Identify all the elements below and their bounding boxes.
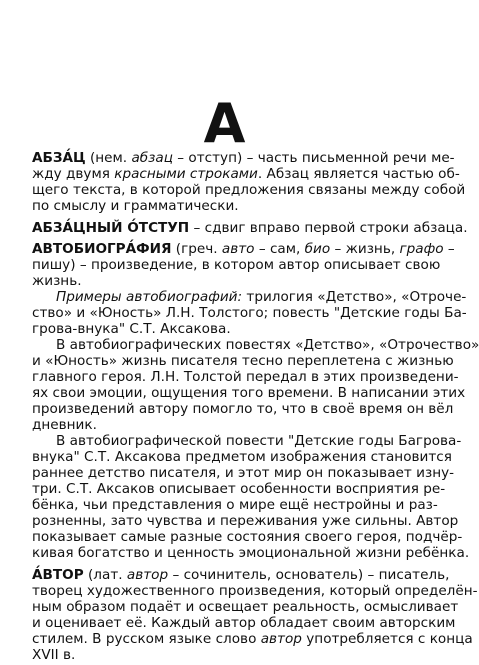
text-run: – сочинитель, основатель) – писатель,: [168, 566, 450, 583]
text-run: трилогия «Детство», «Отроче-: [242, 289, 467, 306]
section-letter-heading: А: [203, 92, 247, 155]
entry-1-line-4: [32, 196, 422, 216]
text-run: главного героя. Л.Н. Толстой передал в этих произведени-: [32, 369, 459, 386]
text-run: стилем. В русском языке слово: [32, 630, 261, 647]
text-run: – сам,: [254, 241, 305, 258]
text-run: и «Юность» жизнь писателя тесно переплетена с жизнью: [32, 353, 454, 370]
text-run: – сдвиг вправо первой строки абзаца.: [189, 219, 468, 236]
text-run: творец художественного произведения, который определён-: [32, 582, 478, 599]
text-run: (греч.: [171, 241, 222, 258]
entry-term: АБЗА́Ц: [32, 150, 86, 166]
italic-phrase: графо: [399, 241, 444, 258]
text-run: грова-внука" С.Т. Аксакова.: [32, 321, 231, 338]
text-run: –: [443, 241, 455, 258]
italic-phrase: красными строками: [114, 166, 258, 182]
text-run: кивая богатство и ценность эмоциональной жизни ребёнка.: [32, 545, 470, 562]
text-run: произведений автору помогло то, что в своё время он вёл: [32, 401, 454, 418]
text-run: по смыслу и грамматически.: [32, 198, 239, 214]
italic-phrase: Примеры автобиографий:: [56, 289, 243, 306]
text-run: три. С.Т. Аксаков описывает особенности восприятия ре-: [32, 481, 446, 498]
text-run: (лат.: [83, 566, 127, 583]
entry-term: АВТОБИОГРА́ФИЯ: [32, 241, 172, 258]
text-run: раннее детство писателя, и этот мир он показывает изну-: [32, 465, 455, 482]
text-run: щего текста, в которой предложения связаны между собой: [32, 182, 466, 198]
text-run: показывает самые разные состояния своего героя, подчёр-: [32, 529, 463, 546]
text-run: употребляется с конца: [301, 630, 473, 647]
italic-phrase: автор: [260, 630, 302, 647]
text-run: ным образом подаёт и освещает реальность, осмысливает: [32, 598, 459, 615]
entry-term: АБЗА́ЦНЫЙ О́ТСТУП: [32, 219, 190, 236]
text-run: (нем.: [85, 150, 132, 166]
italic-phrase: био: [304, 241, 331, 258]
italic-phrase: абзац: [131, 150, 173, 166]
text-run: пишу) – произведение, в котором автор описывает свою: [32, 257, 441, 274]
text-run: жду двумя: [32, 166, 115, 182]
text-run: . Абзац является частью об-: [257, 166, 460, 182]
text-run: бёнка, чьи представления о мире ещё нестройны и раз-: [32, 497, 438, 514]
text-run: жизнь.: [32, 273, 82, 290]
text-run: ях свои эмоции, ощущения того времени. В написании этих: [32, 385, 466, 402]
italic-phrase: автор: [126, 566, 169, 583]
text-run: XVII в.: [32, 646, 76, 663]
text-run: В автобиографической повести "Детские годы Багрова-: [56, 433, 462, 450]
italic-phrase: авто: [221, 241, 255, 258]
text-run: – жизнь,: [330, 241, 400, 258]
entry-term: А́ВТОР: [32, 566, 84, 583]
entry-2-line-1: [32, 218, 468, 238]
text-run: В автобиографических повестях «Детство», «Отрочество»: [56, 337, 479, 354]
text-run: дневник.: [32, 417, 97, 434]
text-run: ство» и «Юность» Л.Н. Толстого; повесть "Детские годы Ба-: [32, 305, 467, 322]
text-run: и оценивает её. Каждый автор обладает своим авторским: [32, 614, 456, 631]
text-run: – отступ) – часть письменной речи ме-: [172, 150, 455, 166]
text-run: внука" С.Т. Аксакова предметом изображения становится: [32, 449, 452, 466]
entry-3-line-20: [32, 543, 470, 563]
text-run: розненны, зато чувства и переживания уже сильны. Автор: [32, 513, 459, 530]
entry-4-line-6: [32, 645, 422, 665]
